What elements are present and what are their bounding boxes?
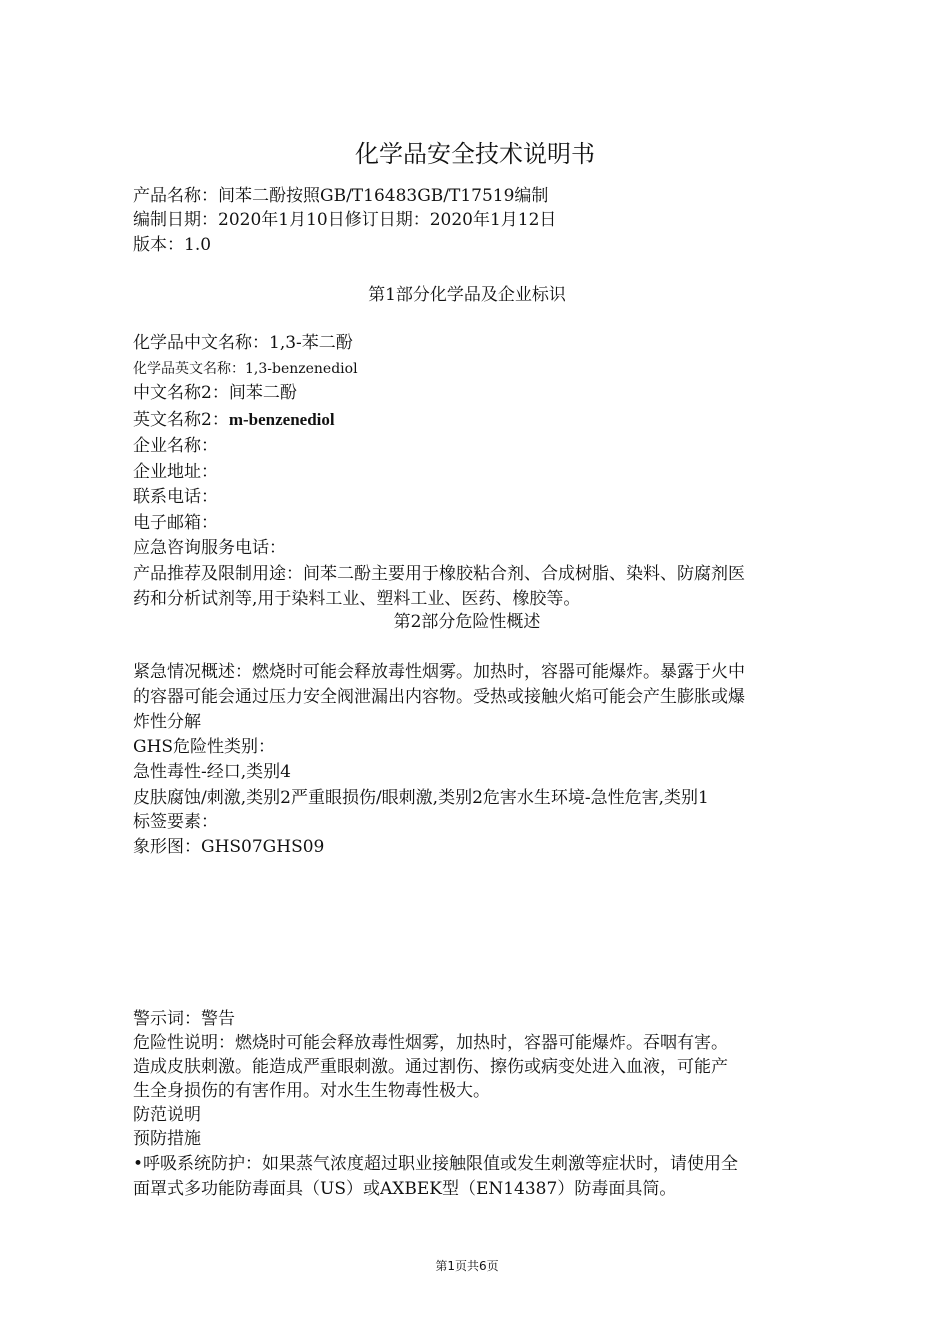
respiratory-line-2: 面罩式多功能防毒面具（US）或AXBEK型（EN14387）防毒面具筒。	[133, 1179, 677, 1199]
emergency-phone: 应急咨询服务电话：	[133, 538, 286, 558]
cn-name-2	[133, 381, 297, 405]
contact-phone: 联系电话：	[133, 487, 218, 507]
usage-line-2: 药和分析试剂等,用于染料工业、塑料工业、医药、橡胶等。	[133, 589, 581, 609]
precaution-heading: 防范说明	[133, 1105, 201, 1125]
cn-name-2-label: 中文名称2：	[133, 383, 229, 403]
chemical-en-name: 化学品英文名称：1,3-benzenediol	[133, 361, 358, 377]
hazard-line-1: 危险性说明：燃烧时可能会释放毒性烟雾，加热时，容器可能爆炸。吞咽有害。	[133, 1033, 728, 1053]
page-footer: 第1页共6页	[435, 1259, 499, 1273]
email: 电子邮箱：	[133, 513, 218, 533]
pictogram-line: 象形图：GHS07GHS09	[133, 837, 325, 857]
respiratory-line-1: •呼吸系统防护：如果蒸气浓度超过职业接触限值或发生刺激等症状时，请使用全	[133, 1154, 739, 1174]
overview-line-1: 紧急情况概述：燃烧时可能会释放毒性烟雾。加热时，容器可能爆炸。暴露于火中	[133, 662, 745, 682]
version-line: 版本：1.0	[133, 235, 212, 255]
overview-line-3: 炸性分解	[133, 712, 201, 732]
cn-name-2-value: 间苯二酚	[228, 383, 297, 403]
skin-eye-aquatic: 皮肤腐蚀/刺激,类别2严重眼损伤/眼刺激,类别2危害水生环境-急性危害,类别1	[133, 788, 709, 808]
hazard-line-3: 生全身损伤的有害作用。对水生生物毒性极大。	[133, 1081, 490, 1101]
overview-line-2: 的容器可能会通过压力安全阀泄漏出内容物。受热或接触火焰可能会产生膨胀或爆	[133, 687, 745, 707]
hazard-line-2: 造成皮肤刺激。能造成严重眼刺激。通过割伤、擦伤或病变处进入血液，可能产	[133, 1057, 728, 1077]
acute-toxicity: 急性毒性-经口,类别4	[133, 762, 291, 782]
section1-heading: 第1部分化学品及企业标识	[368, 285, 566, 305]
label-elements: 标签要素：	[133, 812, 218, 832]
company-address: 企业地址：	[133, 462, 218, 482]
chemical-cn-name: 化学品中文名称：1,3-苯二酚	[133, 333, 353, 353]
product-name-line: 产品名称：间苯二酚按照GB/T16483GB/T17519编制	[133, 186, 549, 206]
en-name-2-value: m-benzenediol	[228, 410, 335, 429]
signal-word: 警示词：警告	[133, 1009, 235, 1029]
date-line: 编制日期：2020年1月10日修订日期：2020年1月12日	[133, 210, 557, 230]
ghs-class: GHS危险性类别：	[133, 737, 276, 757]
en-name-2-label: 英文名称2：	[133, 410, 229, 430]
en-name-2	[133, 408, 335, 432]
section2-heading: 第2部分危险性概述	[393, 612, 541, 632]
prevention-heading: 预防措施	[133, 1129, 201, 1149]
document-title: 化学品安全技术说明书	[355, 140, 595, 168]
usage-line-1: 产品推荐及限制用途：间苯二酚主要用于橡胶粘合剂、合成树脂、染料、防腐剂医	[133, 564, 745, 584]
company-name: 企业名称：	[133, 436, 218, 456]
